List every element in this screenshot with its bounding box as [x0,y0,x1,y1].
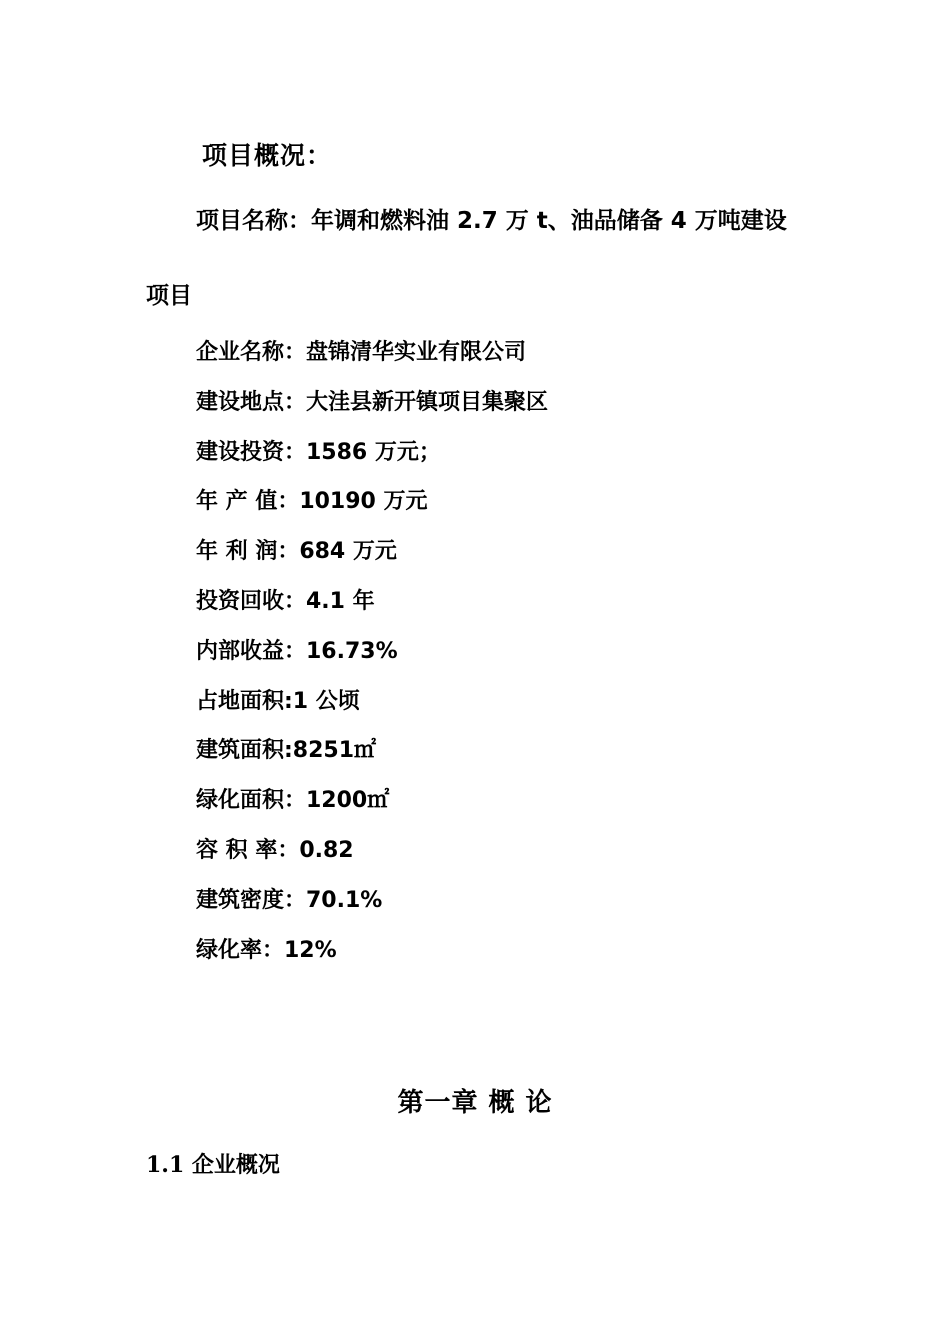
project-name-continuation: 项目 [146,283,192,309]
fact-construction-site: 建设地点：大洼县新开镇项目集聚区 [196,389,549,415]
project-facts-list [196,337,548,984]
fact-annual-profit: 年 利 润：684 万元 [196,539,397,565]
fact-company-name: 企业名称：盘锦清华实业有限公司 [196,340,527,365]
fact-internal-return: 内部收益：16.73% [196,638,398,664]
fact-annual-output-value: 年 产 值：10190 万元 [196,489,428,515]
section-heading: 1.1 企业概况 [146,1152,280,1178]
fact-payback-period: 投资回收：4.1 年 [196,588,375,614]
fact-construction-investment: 建设投资：1586 万元； [196,439,441,465]
chapter-title: 第一章 概 论 [397,1088,553,1118]
overview-title: 项目概况： [202,141,333,170]
fact-building-density: 建筑密度：70.1% [196,887,383,913]
fact-green-ratio: 绿化率：12% [196,937,337,963]
project-name-line: 项目名称：年调和燃料油 2.7 万 t、油品储备 4 万吨建设 [196,208,787,234]
fact-green-area: 绿化面积：1200㎡ [196,788,390,814]
fact-plot-ratio: 容 积 率：0.82 [196,837,354,863]
fact-building-area: 建筑面积:8251㎡ [196,738,377,764]
fact-land-area: 占地面积:1 公顷 [196,688,360,714]
